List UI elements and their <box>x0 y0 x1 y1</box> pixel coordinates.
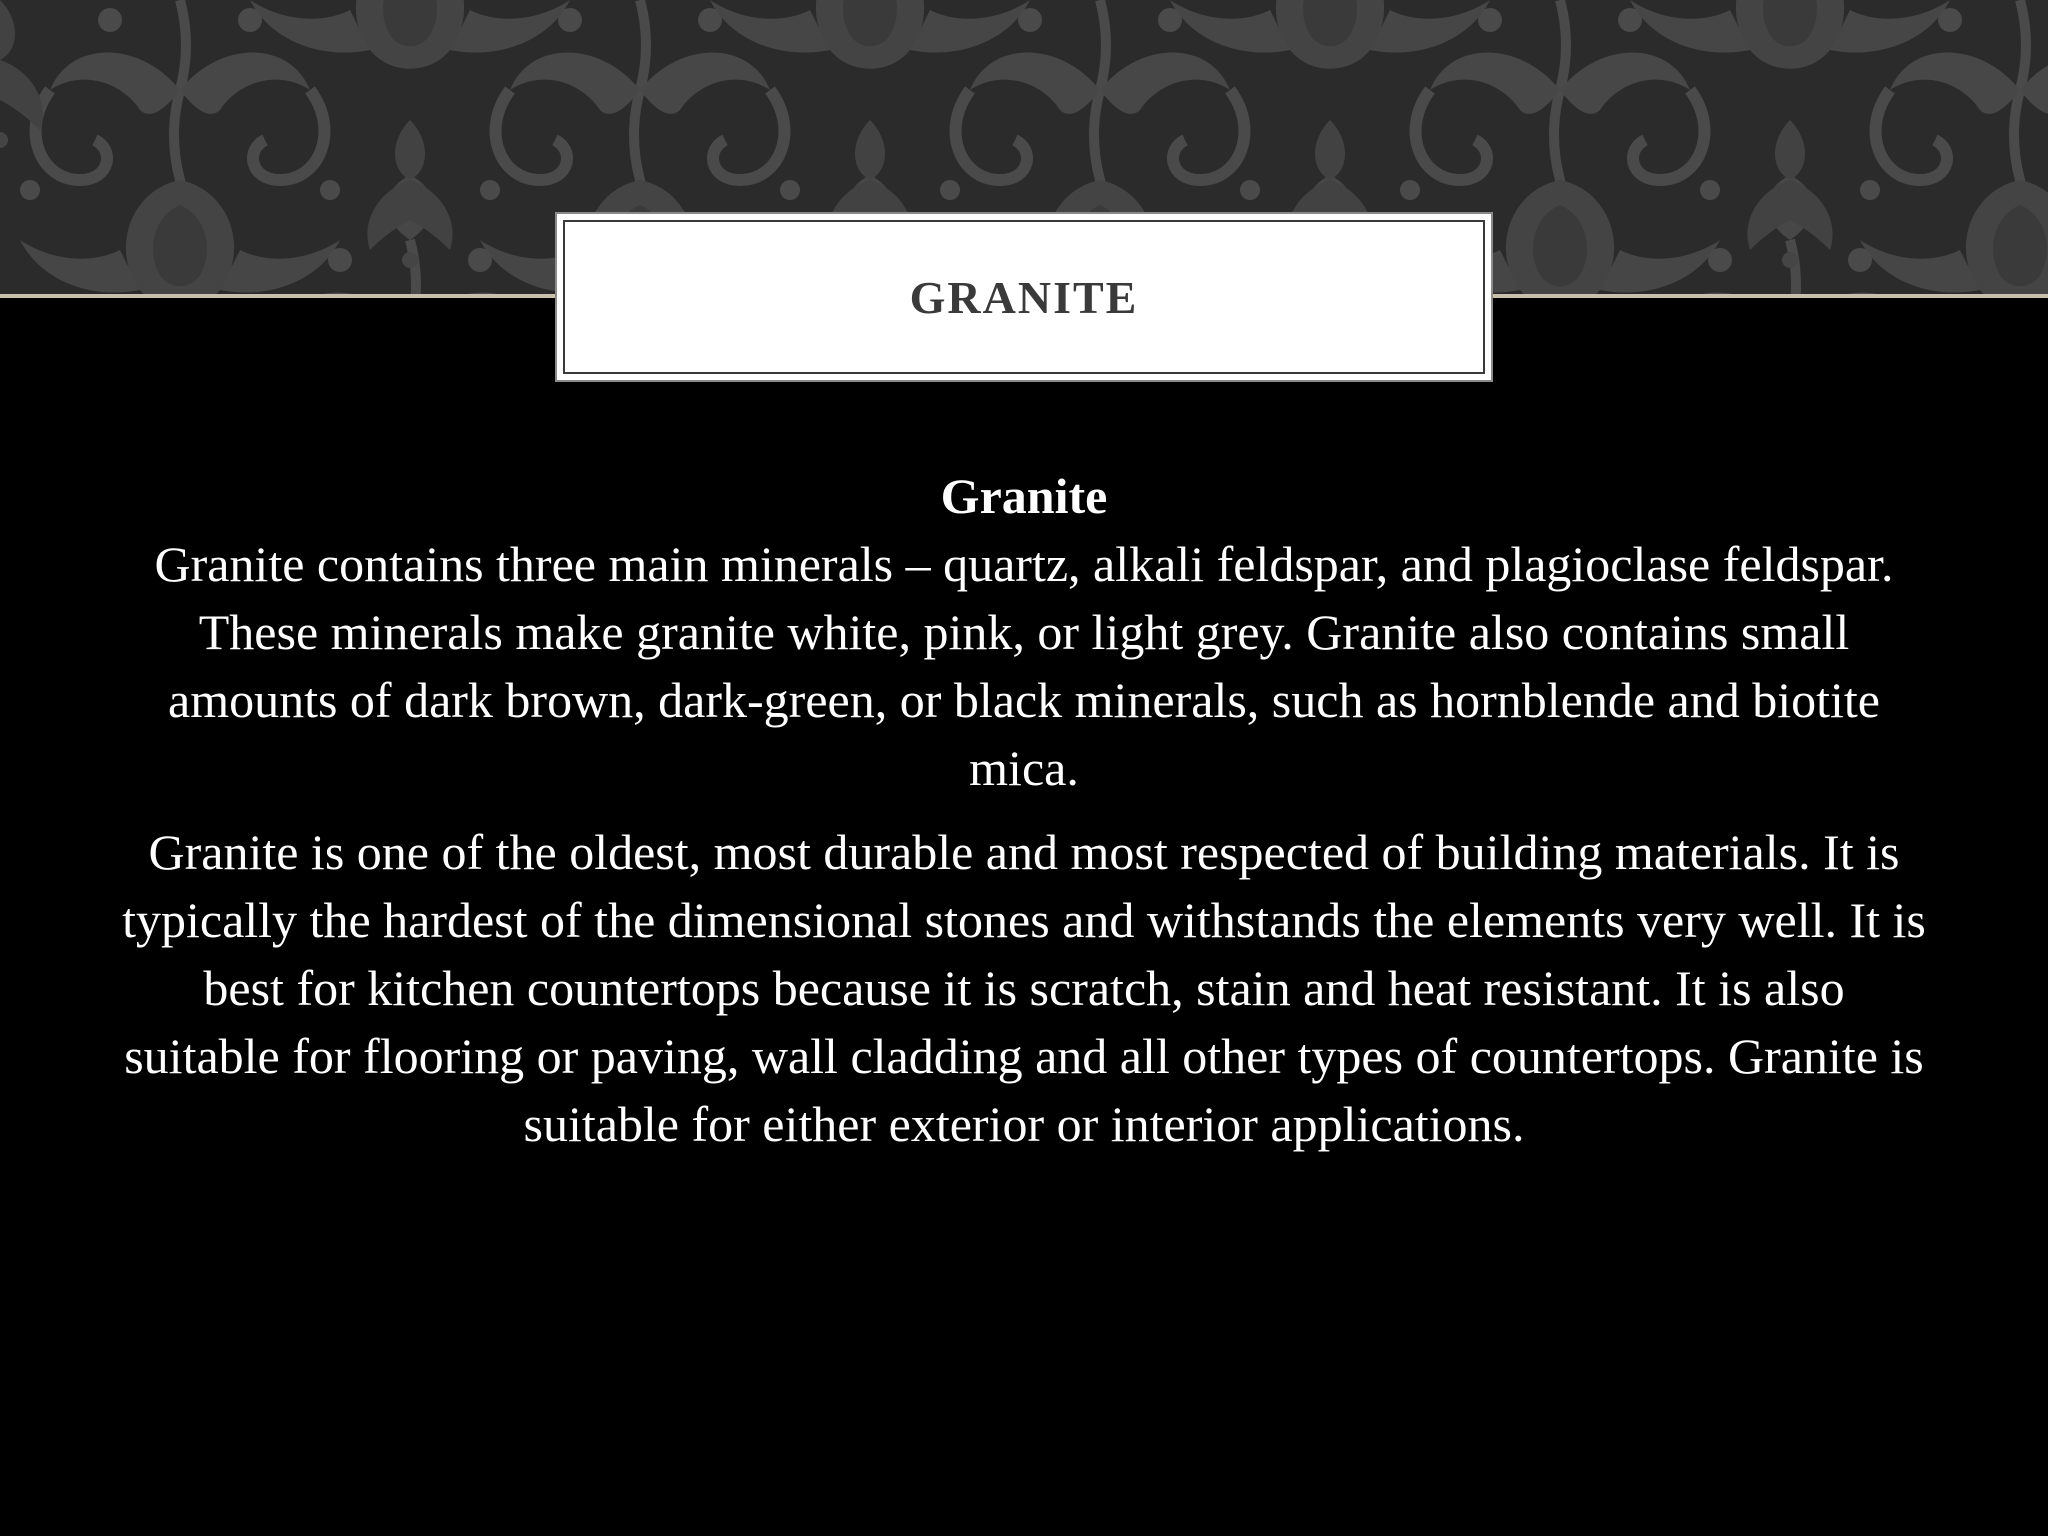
slide-title: GRANITE <box>909 271 1139 323</box>
body-paragraph-minerals: Granite contains three main minerals – quartz, alkali feldspar, and plagioclase feldspar. These minerals make granite white, pink, or light grey. Granite also contains small amounts of dark brown, dark-green, or black minerals, such as hornblende and biotite mica. <box>154 536 1894 796</box>
slide-body <box>120 462 1928 1158</box>
body-heading: Granite <box>940 468 1108 524</box>
title-box-inner-frame <box>563 220 1485 374</box>
title-box <box>555 212 1493 382</box>
body-paragraph-uses: Granite is one of the oldest, most durable and most respected of building materials. It is typically the hardest of the dimensional stones and withstands the elements very well. It is best for kitchen countertops because it is scratch, stain and heat resistant. It is also suitable for flooring or paving, wall cladding and all other types of countertops. Granite is suitable for either exterior or interior applications. <box>122 824 1926 1152</box>
